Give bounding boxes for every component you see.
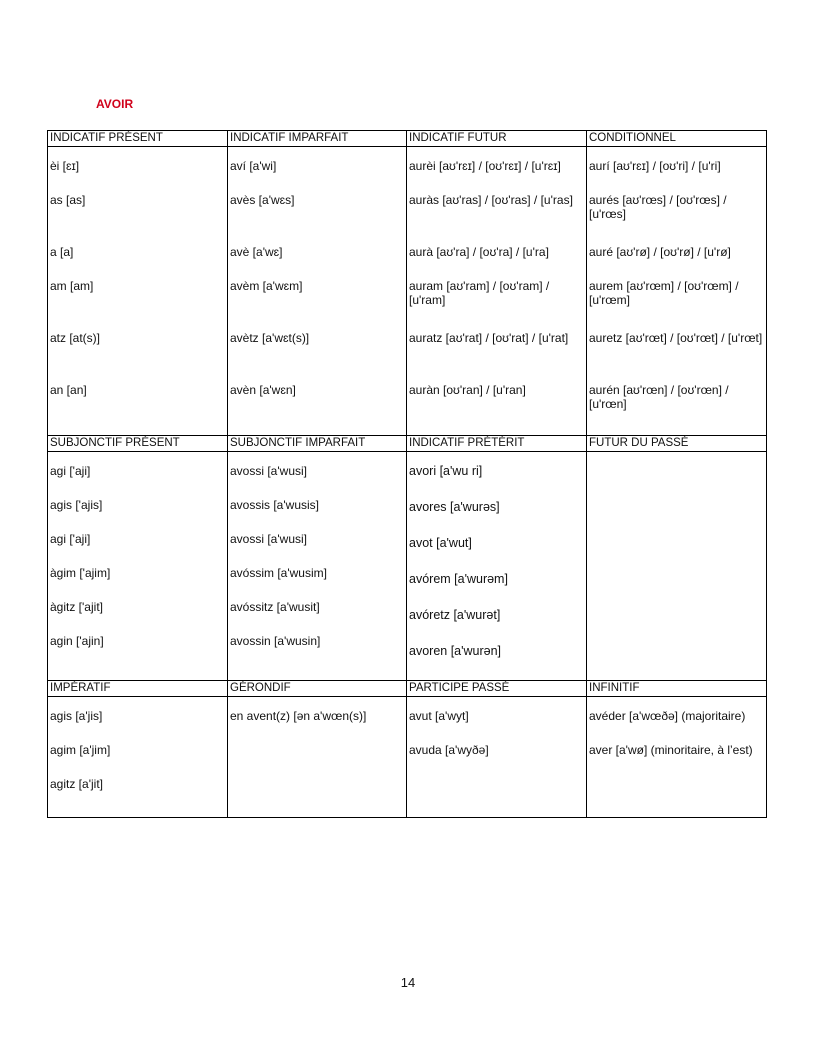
form-entry: avè [a'wɛ] <box>230 245 283 259</box>
form-entry: avóretz [a'wurət] <box>409 608 501 622</box>
form-entry: auratz [aʊ'rat] / [oʊ'rat] / [u'rat] <box>409 331 569 345</box>
page-number: 14 <box>400 975 416 990</box>
form-entry: àgitz ['ajit] <box>50 600 103 614</box>
form-entry: aver [a'wø] (minoritaire, à l’est) <box>589 743 753 757</box>
form-entry: agim [a'jim] <box>50 743 111 757</box>
form-entry: auré [aʊ'rø] / [oʊ'rø] / [u'rø] <box>589 245 731 259</box>
conjugation-cell <box>407 697 587 818</box>
form-entry: aurén [aʊ'rœn] / [oʊ'rœn] / [u'rœn] <box>589 383 729 411</box>
form-entry: am [am] <box>50 279 94 293</box>
form-entry: avori [a'wu ri] <box>409 464 483 478</box>
form-entry: agi ['aji] <box>50 532 91 546</box>
conjugation-cell <box>407 452 587 681</box>
tense-header: SUBJONCTIF IMPARFAIT <box>228 436 407 452</box>
tense-header: PARTICIPE PASSÉ <box>407 681 587 697</box>
form-entry: auretz [aʊ'rœt] / [oʊ'rœt] / [u'rœt] <box>589 331 763 345</box>
form-entry: avut [a'wyt] <box>409 709 469 723</box>
form-entry: avot [a'wut] <box>409 536 472 550</box>
form-entry: avès [a'wɛs] <box>230 193 295 207</box>
form-entry: avores [a'wurəs] <box>409 500 500 514</box>
conjugation-row <box>48 452 767 681</box>
form-entry: avètz [a'wɛt(s)] <box>230 331 310 345</box>
form-entry: avèm [a'wɛm] <box>230 279 303 293</box>
form-entry: aurà [aʊ'ra] / [oʊ'ra] / [u'ra] <box>409 245 549 259</box>
form-entry: a [a] <box>50 245 74 259</box>
tense-header: INDICATIF PRÉTÉRIT <box>407 436 587 452</box>
conjugation-table <box>47 130 767 818</box>
page-title: AVOIR <box>96 97 134 111</box>
form-entry: aurèi [aʊ'rɛɪ] / [oʊ'rɛɪ] / [u'rɛɪ] <box>409 159 561 173</box>
tense-header: INDICATIF PRÉSENT <box>48 131 228 147</box>
form-entry: agitz [a'jit] <box>50 777 103 791</box>
form-entry: aurés [aʊ'rœs] / [oʊ'rœs] / [u'rœs] <box>589 193 727 221</box>
form-entry: an [an] <box>50 383 87 397</box>
form-entry: avóssitz [a'wusit] <box>230 600 320 614</box>
tense-header-row <box>48 681 767 697</box>
conjugation-cell <box>48 147 228 436</box>
form-entry: as [as] <box>50 193 86 207</box>
form-entry: atz [at(s)] <box>50 331 101 345</box>
form-entry: avuda [a'wyðə] <box>409 743 489 757</box>
tense-header-row <box>48 131 767 147</box>
conjugation-cell <box>48 452 228 681</box>
form-entry: aví [a'wi] <box>230 159 277 173</box>
conjugation-cell <box>587 697 767 818</box>
form-entry: agin ['ajin] <box>50 634 104 648</box>
form-entry: auram [aʊ'ram] / [oʊ'ram] / [u'ram] <box>409 279 550 307</box>
conjugation-row <box>48 697 767 818</box>
form-entry: avoren [a'wurən] <box>409 644 502 658</box>
tense-header: INFINITIF <box>587 681 767 697</box>
tense-header: SUBJONCTIF PRÉSENT <box>48 436 228 452</box>
conjugation-cell <box>228 147 407 436</box>
form-entry: avèn [a'wɛn] <box>230 383 296 397</box>
form-entry: auràs [aʊ'ras] / [oʊ'ras] / [u'ras] <box>409 193 573 207</box>
tense-header-row <box>48 436 767 452</box>
form-entry: aurí [aʊ'rɛɪ] / [oʊ'ri] / [u'ri] <box>589 159 721 173</box>
tense-header: IMPÉRATIF <box>48 681 228 697</box>
form-entry: agi ['aji] <box>50 464 91 478</box>
form-entry: avórem [a'wurəm] <box>409 572 508 586</box>
tense-header: INDICATIF IMPARFAIT <box>228 131 407 147</box>
form-entry: aurem [aʊ'rœm] / [oʊ'rœm] / [u'rœm] <box>589 279 739 307</box>
conjugation-cell <box>48 697 228 818</box>
form-entry: èi [ɛɪ] <box>50 159 80 173</box>
form-entry: avossin [a'wusin] <box>230 634 321 648</box>
form-entry: avossi [a'wusi] <box>230 532 307 546</box>
form-entry: agis ['ajis] <box>50 498 103 512</box>
tense-header: CONDITIONNEL <box>587 131 767 147</box>
form-entry: àgim ['ajim] <box>50 566 111 580</box>
form-entry: agis [a'jis] <box>50 709 103 723</box>
tense-header: GÉRONDIF <box>228 681 407 697</box>
conjugation-cell <box>228 452 407 681</box>
form-entry: auràn [oʊ'ran] / [u'ran] <box>409 383 526 397</box>
form-entry: avóssim [a'wusim] <box>230 566 327 580</box>
conjugation-row <box>48 147 767 436</box>
tense-header: FUTUR DU PASSÉ <box>587 436 767 452</box>
conjugation-cell-empty <box>587 452 767 681</box>
conjugation-cell <box>228 697 407 818</box>
form-entry: avéder [a'wœðə] (majoritaire) <box>589 709 746 723</box>
form-entry: en avent(z) [ən a'wœn(s)] <box>230 709 367 723</box>
conjugation-cell <box>587 147 767 436</box>
tense-header: INDICATIF FUTUR <box>407 131 587 147</box>
form-entry: avossi [a'wusi] <box>230 464 307 478</box>
form-entry: avossis [a'wusis] <box>230 498 319 512</box>
conjugation-cell <box>407 147 587 436</box>
